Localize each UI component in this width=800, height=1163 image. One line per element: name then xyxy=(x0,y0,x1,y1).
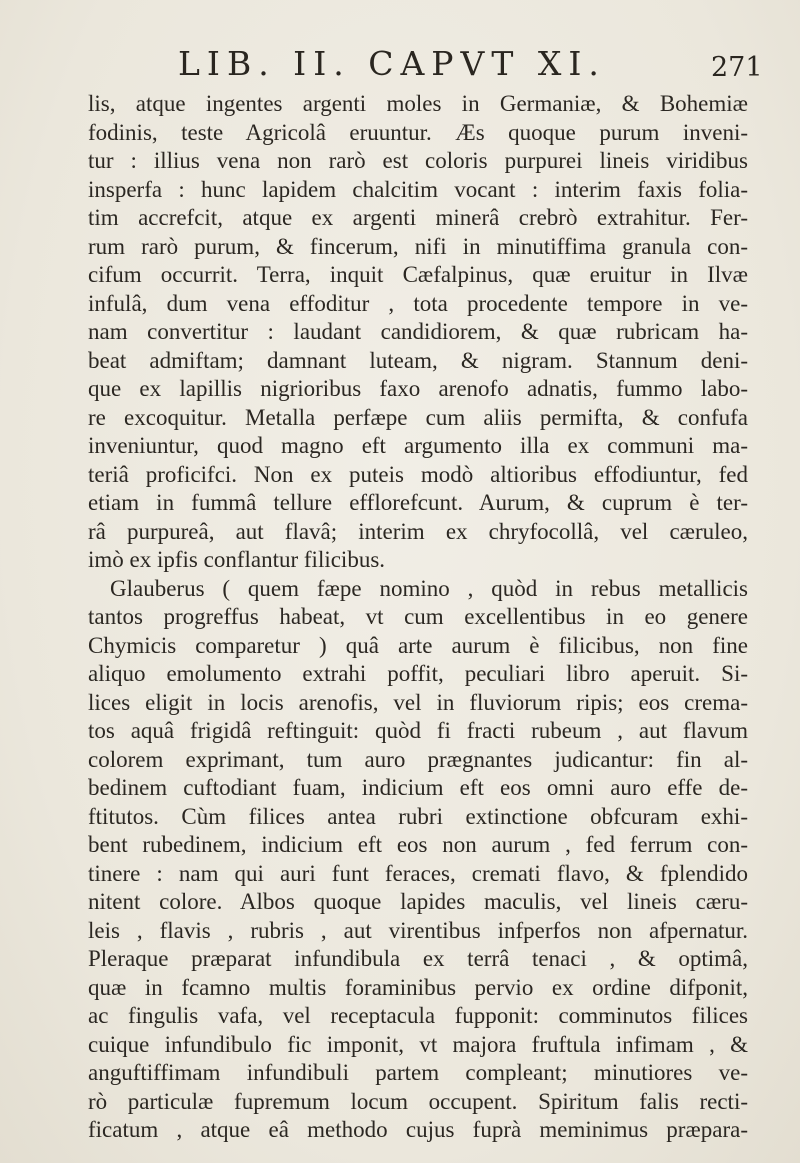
text-line: insperfa : hunc lapidem chalcitim vocant : interim faxis folia- xyxy=(88,176,748,202)
text-line: etiam in fummâ tellure efflorefcunt. Aurum, & cuprum è ter- xyxy=(88,490,748,515)
text-line: rum rarò purum, & fincerum, nifi in minutiffima granula con- xyxy=(88,233,748,259)
page-number: 271 xyxy=(711,52,763,83)
text-line: nam convertitur : laudant candidiorem, & quæ rubricam ha- xyxy=(88,319,748,344)
text-line: râ purpureâ, aut flavâ; interim ex chryfocollâ, vel cæruleo, xyxy=(88,518,748,544)
text-line: leis , flavis , rubris , aut virentibus infperfos non afpernatur. xyxy=(88,917,748,943)
text-line: tinere : nam qui auri funt feraces, cremati flavo, & fplendido xyxy=(88,860,748,886)
page-header xyxy=(0,44,800,84)
text-line: tim accrefcit, atque ex argenti minerâ crebrò extrahitur. Fer- xyxy=(88,205,748,230)
text-line: bent rubedinem, indicium eft eos non aurum , fed ferrum con- xyxy=(88,832,748,857)
text-line: que ex lapillis nigrioribus faxo arenofo adnatis, fummo labo- xyxy=(88,376,748,401)
text-line: inveniuntur, quod magno eft argumento illa ex communi ma- xyxy=(88,433,748,458)
body-text xyxy=(88,90,748,1145)
text-line: tur : illius vena non rarò est coloris purpurei lineis viridibus xyxy=(88,148,748,173)
text-line: Pleraque præparat infundibula ex terrâ tenaci , & optimâ, xyxy=(88,946,748,971)
text-line: quæ in fcamno multis foraminibus pervio ex ordine difponit, xyxy=(88,974,748,1000)
text-line: ftitutos. Cùm filices antea rubri extinctione obfcuram exhi- xyxy=(88,803,748,829)
text-line: imò ex ipfis conflantur filicibus. xyxy=(88,547,386,572)
text-line: infulâ, dum vena effoditur , tota procedente tempore in ve- xyxy=(88,290,748,316)
text-line: ficatum , atque eâ methodo cujus fuprà meminimus præpara- xyxy=(88,1117,748,1142)
text-line: anguftiffimam infundibuli partem compleant; minutiores ve- xyxy=(88,1060,748,1085)
text-line: lis, atque ingentes argenti moles in Germaniæ, & Bohemiæ xyxy=(88,91,748,116)
text-line: bedinem cuftodiant fuam, indicium eft eos omni auro effe de- xyxy=(88,775,748,800)
text-line: nitent colore. Albos quoque lapides maculis, vel lineis cæru- xyxy=(88,889,748,914)
text-line: cuique infundibulo fic imponit, vt majora fruftula infimam , & xyxy=(88,1031,748,1057)
running-head: LIB. II. CAPVT XI. xyxy=(178,44,606,83)
text-line: fodinis, teste Agricolâ eruuntur. Æs quoque purum inveni- xyxy=(88,119,748,145)
text-line: aliquo emolumento extrahi poffit, peculiari libro aperuit. Si- xyxy=(88,661,748,686)
text-line: tantos progreffus habeat, vt cum excellentibus in eo genere xyxy=(88,604,748,629)
text-line: cifum occurrit. Terra, inquit Cæfalpinus, quæ eruitur in Ilvæ xyxy=(88,262,748,287)
text-line: Glauberus ( quem fæpe nomino , quòd in rebus metallicis xyxy=(110,575,748,601)
text-line: Chymicis comparetur ) quâ arte aurum è filicibus, non fine xyxy=(88,632,748,658)
text-line: re excoquitur. Metalla perfæpe cum aliis permifta, & confufa xyxy=(88,404,748,430)
text-line: beat admiftam; damnant luteam, & nigram. Stannum deni- xyxy=(88,347,748,373)
text-line: teriâ proficifci. Non ex puteis modò altioribus effodiuntur, fed xyxy=(88,461,748,487)
text-line: colorem exprimant, tum auro prægnantes judicantur: fin al- xyxy=(88,746,748,772)
text-line: rò particulæ fupremum locum occupent. Spiritum falis recti- xyxy=(88,1088,748,1114)
text-line: tos aquâ frigidâ reftinguit: quòd fi fracti rubeum , aut flavum xyxy=(88,718,748,743)
text-line: ac fingulis vafa, vel receptacula fupponit: comminutos filices xyxy=(88,1003,748,1028)
text-line: lices eligit in locis arenofis, vel in fluviorum ripis; eos crema- xyxy=(88,689,748,715)
